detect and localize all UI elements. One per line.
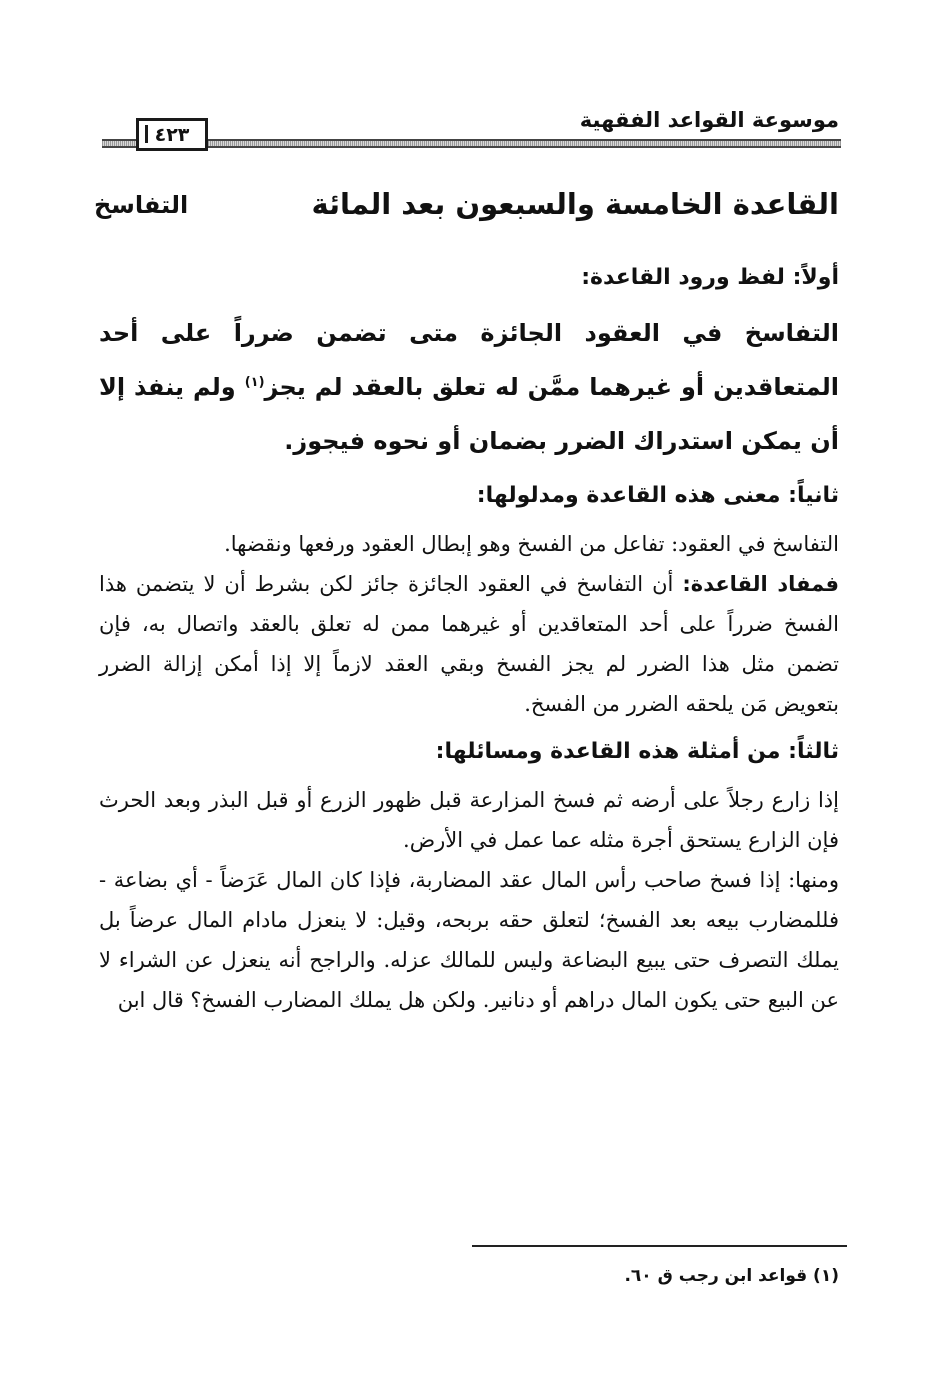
footnote-ref: (١) <box>244 375 265 390</box>
rule-statement <box>99 306 839 468</box>
rule-statement-text-continued: ولم ينفذ إلا أن يمكن استدراك الضرر بضمان أو نحوه فيجوز. <box>99 373 839 455</box>
purport-lead: فمفاد القاعدة: <box>682 572 839 596</box>
header-rule <box>102 139 841 148</box>
example-paragraph-2: ومنها: إذا فسخ صاحب رأس المال عقد المضاربة، فإذا كان المال عَرَضاً - أي بضاعة - فللمضارب بيعه بعد الفسخ؛ لتعلق حقه بربحه، وقيل: لا ينعزل مادام المال عرضاً بل يملك التصرف حتى يبيع البضاعة وليس للمالك عزله. والراجح أنه ينعزل عن الشراء لا عن البيع حتى يكون المال دراهم أو دنانير. ولكن هل يملك المضارب الفسخ؟ قال ابن <box>99 868 839 1012</box>
running-title: موسوعة القواعد الفقهية <box>579 108 839 132</box>
section-heading-second: ثانياً: معنى هذه القاعدة ومدلولها: <box>476 483 839 508</box>
rule-statement-text: التفاسخ في العقود الجائزة متى تضمن ضرراً على أحد المتعاقدين أو غيرهما ممَّن له تعلق بالعقد لم يجز <box>99 319 839 401</box>
rule-title: القاعدة الخامسة والسبعون بعد المائة <box>311 187 839 221</box>
section-heading-third: ثالثاً: من أمثلة هذه القاعدة ومسائلها: <box>435 739 839 764</box>
purport-paragraph <box>99 564 839 724</box>
page-number: ٤٢٣ <box>136 118 208 151</box>
body-text <box>99 258 839 1020</box>
purport-text: أن التفاسخ في العقود الجائزة جائز لكن بشرط أن لا يتضمن هذا الفسخ ضرراً على أحد المتعاقدين أو غيرهما ممن له تعلق بالعقد واتصال به، فإن تضمن مثل هذا الضرر لم يجز الفسخ وبقي العقد لازماً إلا إذا أمكن إزالة الضرر بتعويض مَن يلحقه الضرر من الفسخ. <box>99 572 839 716</box>
footnote-divider <box>472 1245 847 1247</box>
rule-keyword: التفاسخ <box>94 191 189 219</box>
footnote: (١) قواعد ابن رجب ق ٦٠. <box>624 1266 839 1286</box>
section-heading-first: أولاً: لفظ ورود القاعدة: <box>581 265 839 290</box>
meaning-paragraph: التفاسخ في العقود: تفاعل من الفسخ وهو إبطال العقود ورفعها ونقضها. <box>224 532 839 556</box>
example-paragraph-1: إذا زارع رجلاً على أرضه ثم فسخ المزارعة قبل ظهور الزرع أو قبل البذر وبعد الحرث فإن الزارع يستحق أجرة مثله عما عمل في الأرض. <box>99 788 839 852</box>
